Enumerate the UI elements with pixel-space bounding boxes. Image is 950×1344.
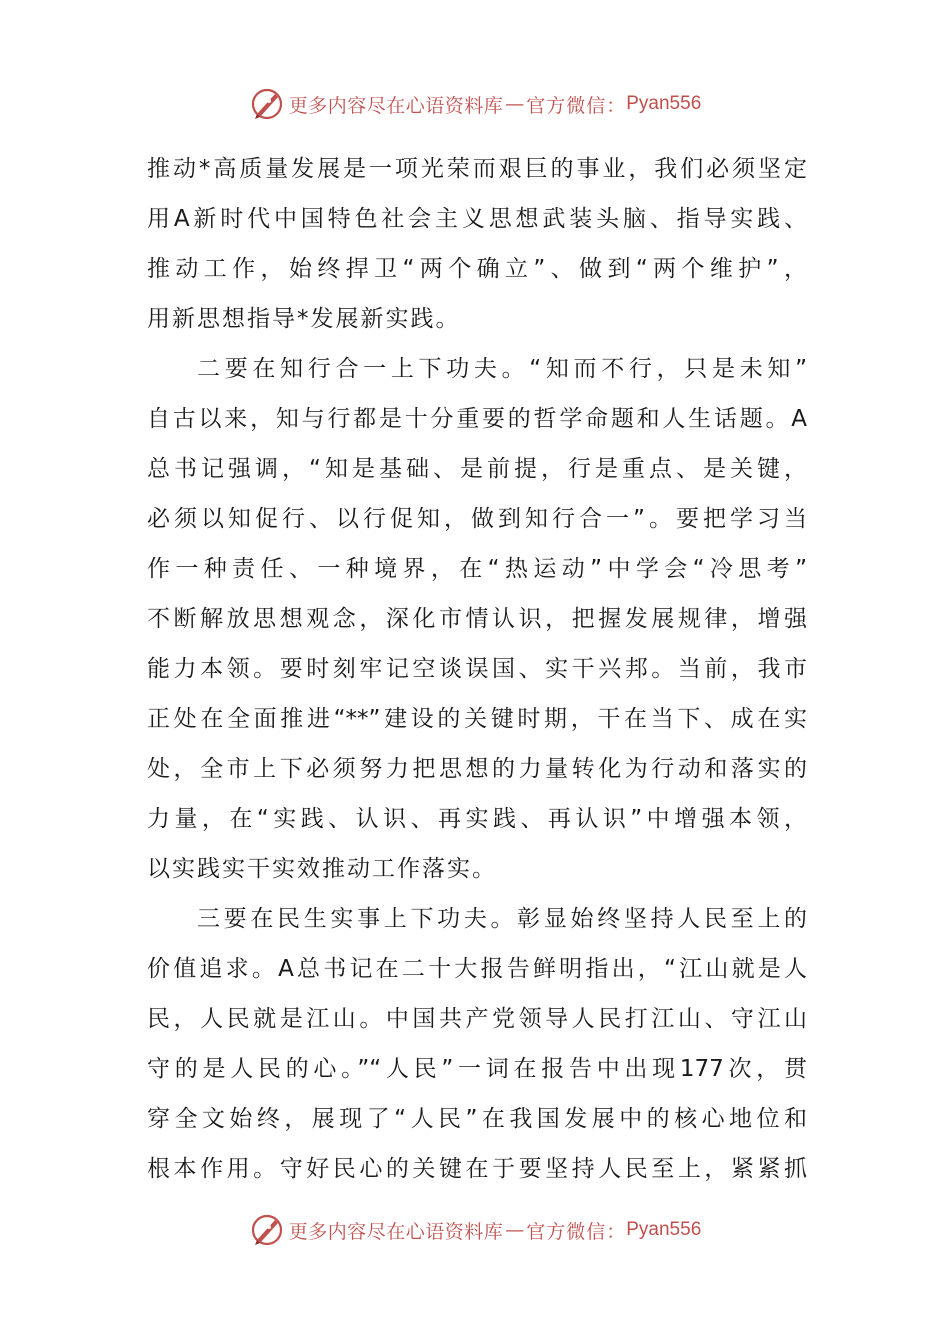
text-line: 守的是人民的心。”“人民”一词在报告中出现177次，贯: [147, 1056, 807, 1082]
paragraph-3: [147, 894, 807, 1194]
pen-logo-icon: [249, 86, 285, 122]
text-line: 不断解放思想观念，深化市情认识，把握发展规律，增强: [147, 606, 807, 632]
text-line: 二要在知行合一上下功夫。“知而不行，只是未知”: [197, 356, 807, 382]
banner-dash: —: [505, 93, 525, 115]
site-name-text: 更多内容尽在心语资料库: [288, 1220, 504, 1243]
paragraph-1: [147, 144, 807, 344]
wechat-id: Pyan556: [626, 1219, 702, 1240]
text-line: 穿全文始终，展现了“人民”在我国发展中的核心地位和: [147, 1106, 807, 1132]
document-body: [147, 144, 807, 1194]
text-line: 总书记强调，“知是基础、是前提，行是重点、是关键，: [147, 456, 807, 482]
text-line: 正处在全面推进“**”建设的关键时期，干在当下、成在实: [147, 706, 807, 732]
text-line: 根本作用。守好民心的关键在于要坚持人民至上，紧紧抓: [147, 1156, 807, 1182]
header-watermark-banner: [0, 84, 950, 124]
wechat-id: Pyan556: [626, 93, 702, 114]
text-line: 价值追求。A总书记在二十大报告鲜明指出，“江山就是人: [147, 956, 807, 982]
paragraph-2: [147, 344, 807, 894]
text-line: 作一种责任、一种境界，在“热运动”中学会“冷思考”: [147, 556, 807, 582]
text-line: 用新思想指导*发展新实践。: [147, 306, 461, 332]
text-line: 处，全市上下必须努力把思想的力量转化为行动和落实的: [147, 756, 807, 782]
text-line: 用A新时代中国特色社会主义思想武装头脑、指导实践、: [147, 206, 807, 232]
wechat-label: 官方微信：: [526, 1220, 627, 1243]
text-line: 推动工作，始终捍卫“两个确立”、做到“两个维护”，: [147, 256, 807, 282]
site-name-text: 更多内容尽在心语资料库: [288, 94, 504, 117]
text-line: 民，人民就是江山。中国共产党领导人民打江山、守江山: [147, 1006, 807, 1032]
text-line: 能力本领。要时刻牢记空谈误国、实干兴邦。当前，我市: [147, 656, 807, 682]
wechat-label: 官方微信：: [526, 94, 627, 117]
footer-watermark-banner: [0, 1210, 950, 1250]
pen-logo-icon: [249, 1212, 285, 1248]
banner-dash: —: [505, 1219, 525, 1241]
text-line: 自古以来，知与行都是十分重要的哲学命题和人生话题。A: [147, 406, 807, 432]
text-line: 力量，在“实践、认识、再实践、再认识”中增强本领，: [147, 806, 807, 832]
text-line: 推动*高质量发展是一项光荣而艰巨的事业，我们必须坚定: [147, 156, 807, 182]
text-line: 必须以知促行、以行促知，做到知行合一”。要把学习当: [147, 506, 807, 532]
text-line: 三要在民生实事上下功夫。彰显始终坚持人民至上的: [197, 906, 807, 932]
text-line: 以实践实干实效推动工作落实。: [147, 856, 497, 882]
